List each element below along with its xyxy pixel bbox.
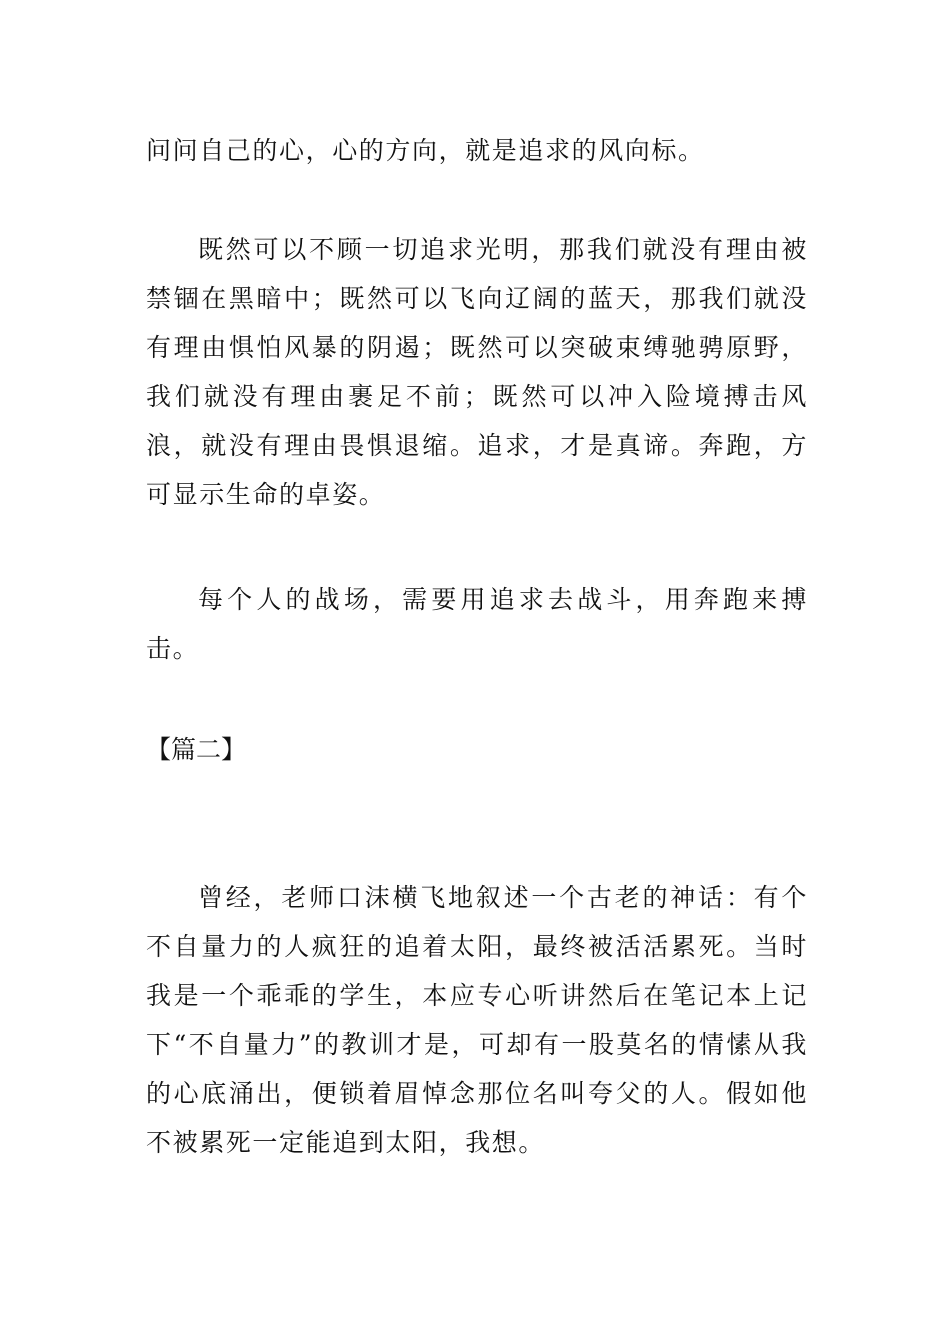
paragraph-2: 既然可以不顾一切追求光明，那我们就没有理由被禁锢在黑暗中；既然可以飞向辽阔的蓝天，那我们就没有理由惧怕风暴的阴遏；既然可以突破束缚驰骋原野，我们就没有理由裹足不前；既然可以冲入险境搏击风浪，就没有理由畏惧退缩。追求，才是真谛。奔跑，方可显示生命的卓姿。 (146, 235, 808, 509)
section-heading: 【篇二】 (146, 735, 247, 764)
section-paragraph-1: 曾经，老师口沫横飞地叙述一个古老的神话：有个不自量力的人疯狂的追着太阳，最终被活活累死。当时我是一个乖乖的学生，本应专心听讲然后在笔记本上记下“不自量力”的教训才是，可却有一股莫名的情愫从我的心底涌出，便锁着眉悼念那位名叫夸父的人。假如他不被累死一定能追到太阳，我想。 (146, 883, 808, 1157)
paragraph-3: 每个人的战场，需要用追求去战斗，用奔跑来搏击。 (146, 585, 808, 663)
paragraph-1: 问问自己的心，心的方向，就是追求的风向标。 (146, 136, 705, 165)
